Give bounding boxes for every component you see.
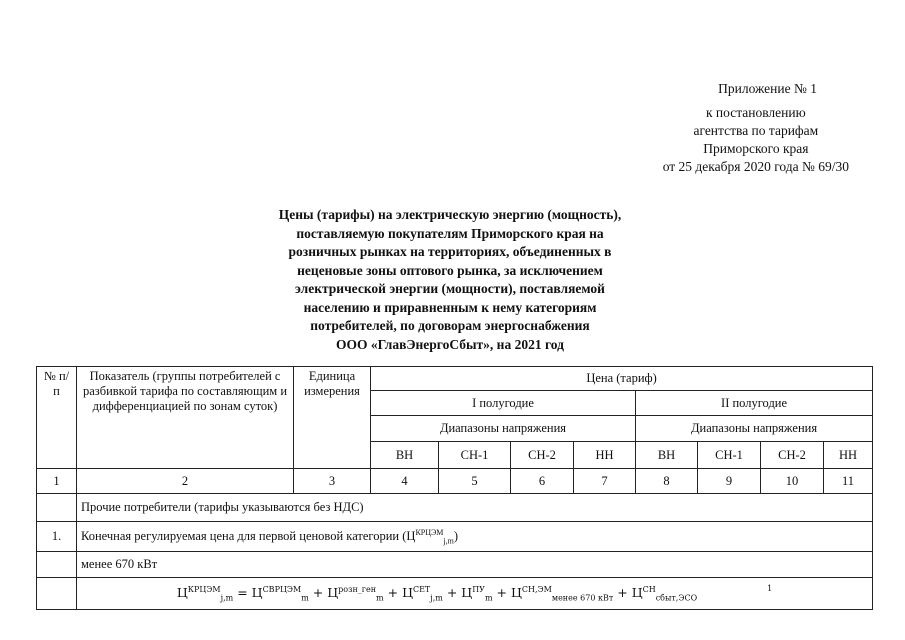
- header-half-1: I полугодие: [371, 391, 636, 416]
- formula-sup: ПУ: [472, 584, 485, 594]
- row-final-price-sub: j,m: [443, 536, 454, 546]
- title-line: потребителей, по договорам энергоснабжения: [310, 318, 590, 333]
- column-number: 3: [294, 469, 371, 494]
- formula-operator: +: [442, 584, 462, 600]
- voltage-cell: СН-2: [511, 442, 574, 469]
- formula-symbol: Ц: [402, 584, 413, 600]
- formula-symbol: Ц: [327, 584, 339, 600]
- formula-sub: j,m: [220, 593, 234, 603]
- formula-sup: СЕТ: [412, 584, 431, 594]
- column-number: 8: [636, 469, 698, 494]
- formula-sup: СВРЦЭМ: [262, 584, 302, 594]
- title-line: розничных рынках на территориях, объединенных в: [288, 244, 612, 259]
- formula-sub: сбыт,ЭСО: [655, 593, 698, 603]
- voltage-cell: НН: [574, 442, 636, 469]
- header-voltage-ranges-1: Диапазоны напряжения: [371, 416, 636, 442]
- title-line: населению и приравненным к нему категориям: [303, 299, 597, 315]
- table-cell-empty: [37, 494, 77, 522]
- formula-symbol: Ц: [176, 584, 188, 600]
- row-final-price-sup: КРЦЭМ: [415, 527, 444, 537]
- formula-operator: =: [233, 584, 252, 600]
- formula-footnote: 1: [767, 583, 773, 593]
- voltage-cell: ВН: [636, 442, 698, 469]
- formula-sup: СН,ЭМ: [521, 584, 552, 594]
- appendix-reference: [663, 104, 849, 176]
- title-line: электрической энергии (мощности), поставляемой: [295, 281, 605, 296]
- column-number: 10: [761, 469, 824, 494]
- formula-operator: +: [383, 584, 403, 600]
- column-number: 11: [824, 469, 873, 494]
- appendix-line: Приморского края: [703, 141, 809, 156]
- column-number: 6: [511, 469, 574, 494]
- column-number: 9: [698, 469, 761, 494]
- voltage-cell: НН: [824, 442, 873, 469]
- column-number: 1: [37, 469, 77, 494]
- row-final-price-text: Конечная регулируемая цена для первой ценовой категории (Ц: [81, 528, 416, 543]
- header-half-2: II полугодие: [636, 391, 873, 416]
- header-voltage-ranges-2: Диапазоны напряжения: [636, 416, 873, 442]
- header-number: № п/п: [37, 367, 77, 469]
- voltage-cell: СН-1: [439, 442, 511, 469]
- formula-symbol: Ц: [251, 584, 263, 600]
- formula-operator: +: [492, 584, 511, 600]
- column-number: 5: [439, 469, 511, 494]
- formula-sub: j,m: [430, 593, 443, 603]
- voltage-cell: ВН: [371, 442, 439, 469]
- row-number: 1.: [37, 522, 77, 552]
- table-cell-empty: [37, 552, 77, 578]
- header-indicator: Показатель (группы потребителей с разбивкой тарифа по составляющим и дифференциацией по зонам суток): [77, 367, 294, 469]
- document-title: [230, 206, 670, 354]
- voltage-cell: СН-1: [698, 442, 761, 469]
- formula-symbol: Ц: [631, 584, 643, 600]
- tariff-table: [36, 366, 873, 610]
- appendix-line: от 25 декабря 2020 года № 69/30: [662, 159, 849, 174]
- formula-sub: m: [484, 593, 493, 603]
- title-line: поставляемую покупателям Приморского края на: [296, 225, 604, 241]
- appendix-line: к постановлению: [705, 105, 806, 120]
- formula-sup: СН: [642, 584, 656, 594]
- appendix-number: [718, 80, 817, 98]
- formula-sup: КРЦЭМ: [187, 584, 221, 594]
- column-number: 4: [371, 469, 439, 494]
- formula-sub: m: [376, 593, 384, 603]
- formula-symbol: Ц: [461, 584, 473, 600]
- column-number: 2: [77, 469, 294, 494]
- formula-sup: розн_ген: [338, 584, 377, 594]
- formula-operator: +: [613, 584, 632, 600]
- row-other-consumers: Прочие потребители (тарифы указываются без НДС): [77, 494, 873, 522]
- header-unit: Единица измерения: [294, 367, 371, 469]
- header-price: Цена (тариф): [371, 367, 873, 391]
- price-formula: [77, 578, 873, 610]
- row-less-670: менее 670 кВт: [77, 552, 873, 578]
- voltage-cell: СН-2: [761, 442, 824, 469]
- title-line: Цены (тарифы) на электрическую энергию (мощность),: [278, 207, 622, 222]
- title-line: ООО «ГлавЭнергоСбыт», на 2021 год: [336, 336, 564, 352]
- formula-sub: m: [301, 593, 309, 603]
- appendix-line: Приложение № 1: [718, 81, 817, 96]
- formula-symbol: Ц: [510, 584, 522, 600]
- appendix-line: агентства по тарифам: [693, 123, 819, 138]
- row-final-price-close: ): [453, 528, 459, 543]
- column-number: 7: [574, 469, 636, 494]
- row-final-price: [77, 522, 873, 552]
- title-line: неценовые зоны оптового рынка, за исключением: [297, 262, 603, 278]
- formula-sub: менее 670 кВт: [551, 593, 614, 603]
- table-cell-empty: [37, 578, 77, 610]
- formula-operator: +: [308, 584, 328, 600]
